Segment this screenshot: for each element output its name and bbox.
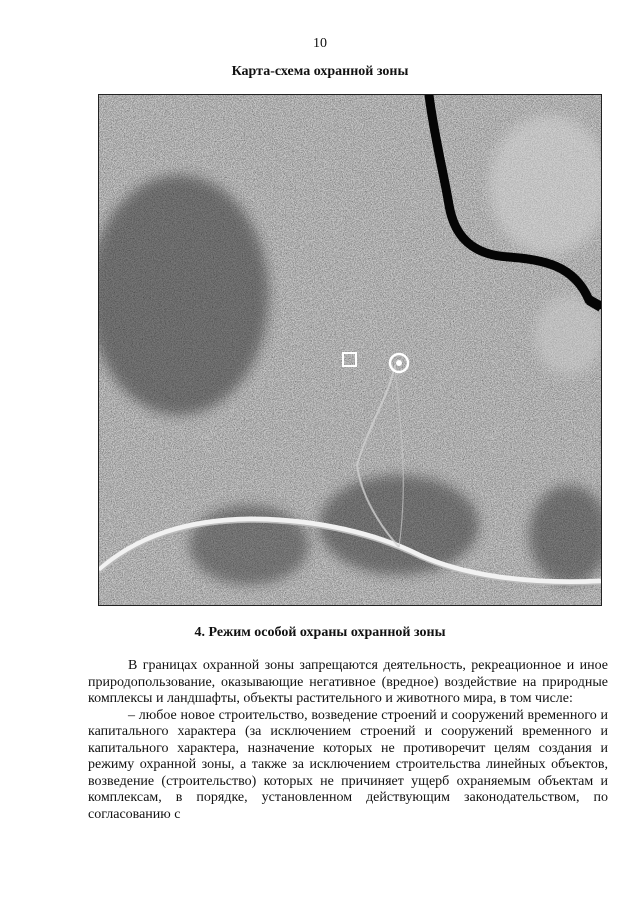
map-title: Карта-схема охранной зоны [231, 64, 409, 79]
body-text [88, 658, 608, 823]
paragraph-list-item: – любое новое строительство, возведение строений и сооружений временного и капитального характера (за исключением строений и сооружений временного и капитального характера, назначение которых не противоречит целям создания и режиму охранной зоны, а также за исключением строительства линейных объектов, возведение (строительство) которых не причиняет ущерб охраняемым объектам и комплексам, в порядке, установленном действующим законодательством, по согласованию с [88, 707, 608, 822]
satellite-map-image [98, 94, 602, 606]
page-number: 10 [313, 36, 327, 51]
paragraph-intro: В границах охранной зоны запрещаются деятельность, рекреационное и иное природопользование, оказывающие негативное (вредное) воздействие на природные комплексы и ландшафты, объекты растительного и животного мира, в том числе: [88, 658, 608, 706]
section-heading: 4. Режим особой охраны охранной зоны [194, 625, 446, 640]
